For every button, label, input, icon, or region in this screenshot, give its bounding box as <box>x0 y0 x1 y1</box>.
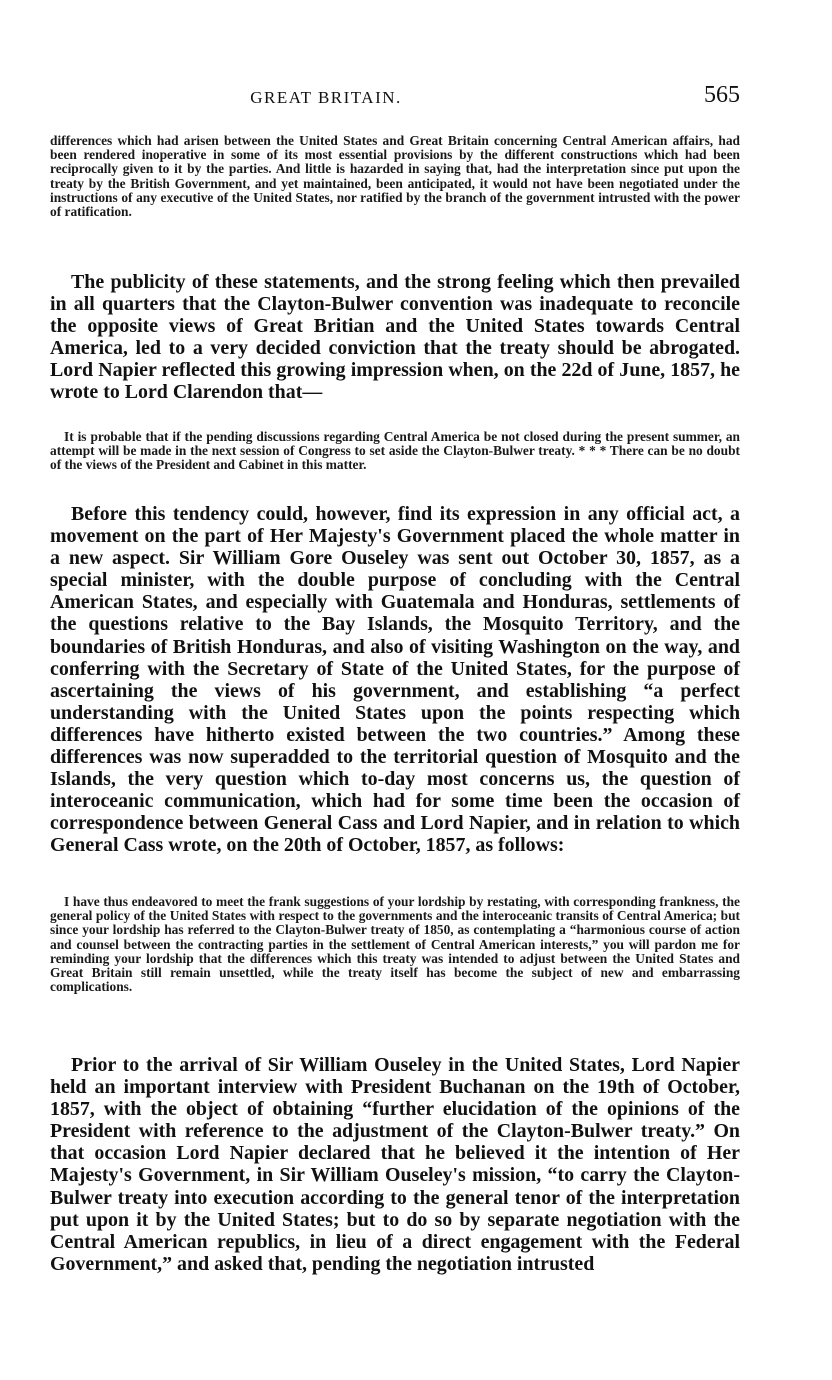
body-paragraph-ouseley-mission: Before this tendency could, however, find its expression in any official act, a movement on the part of Her Majesty's Government placed the whole matter in a new aspect. Sir William Gore Ouseley was sent out October 30, 1857, as a special minister, with the double purpose of concluding with the Central American States, and especially with Guatemala and Honduras, settlements of the questions relative to the Bay Islands, the Mosquito Territory, and the boundaries of British Honduras, and also of visiting Washington on the way, and conferring with the Secretary of State of the United States, for the purpose of ascertaining the views of his government, and establishing “a perfect understanding with the United States upon the points respecting which differences have hitherto existed between the two countries.” Among these differences was now superadded to the territorial question of Mosquito and the Islands, the very question which to-day most concerns us, the question of interoceanic communication, which had for some time been the occasion of correspondence between General Cass and Lord Napier, and in relation to which General Cass wrote, on the 20th of October, 1857, as follows: <box>50 503 740 857</box>
body-paragraph-buchanan-interview: Prior to the arrival of Sir William Ouseley in the United States, Lord Napier held an important interview with President Buchanan on the 19th of October, 1857, with the object of obtaining “further elucidation of the opinions of the President with reference to the adjustment of the Clayton-Bulwer treaty.” On that occasion Lord Napier declared that he believed it the intention of Her Majesty's Government, in Sir William Ouseley's mission, “to carry the Clayton-Bulwer treaty into execution according to the general tenor of the interpretation put upon it by the United States; but to do so by separate negotiation with the Central American republics, in lieu of a direct engagement with the Federal Government,” and asked that, pending the negotiation intrusted <box>50 1054 740 1275</box>
running-title: GREAT BRITAIN. <box>250 88 402 107</box>
running-head <box>50 84 740 112</box>
quotation-cass: I have thus endeavored to meet the frank suggestions of your lordship by restating, with corresponding frankness, the general policy of the United States with respect to the governments and the interoceanic transits of Central America; but since your lordship has referred to the Clayton-Bulwer treaty of 1850, as contemplating a “harmonious course of action and counsel between the contracting parties in the settlement of Central American interests,” you will pardon me for reminding your lordship that the differences which this treaty was intended to adjust between the United States and Great Britain still remain unsettled, while the treaty itself has become the subject of new and embarrassing complications. <box>50 894 740 995</box>
body-paragraph-publicity: The publicity of these statements, and the strong feeling which then prevailed in all quarters that the Clayton-Bulwer convention was inadequate to reconcile the opposite views of Great Britian and the United States towards Central America, led to a very decided conviction that the treaty should be abrogated. Lord Napier reflected this growing impression when, on the 22d of June, 1857, he wrote to Lord Clarendon that— <box>50 271 740 404</box>
page-number: 565 <box>704 82 740 108</box>
continued-quotation: differences which had arisen between the United States and Great Britain concerning Central American affairs, had been rendered inoperative in some of its most essential provisions by the different constructions which had been reciprocally given to it by the parties. And little is hazarded in saying that, had the interpretation since put upon the treaty by the British Government, and yet maintained, been anticipated, it would not have been negotiated under the instructions of any executive of the United States, nor ratified by the branch of the government intrusted with the power of ratification. <box>50 133 740 220</box>
quotation-napier: It is probable that if the pending discussions regarding Central America be not closed during the present summer, an attempt will be made in the next session of Congress to set aside the Clayton-Bulwer treaty. * * * There can be no doubt of the views of the President and Cabinet in this matter. <box>50 429 740 473</box>
